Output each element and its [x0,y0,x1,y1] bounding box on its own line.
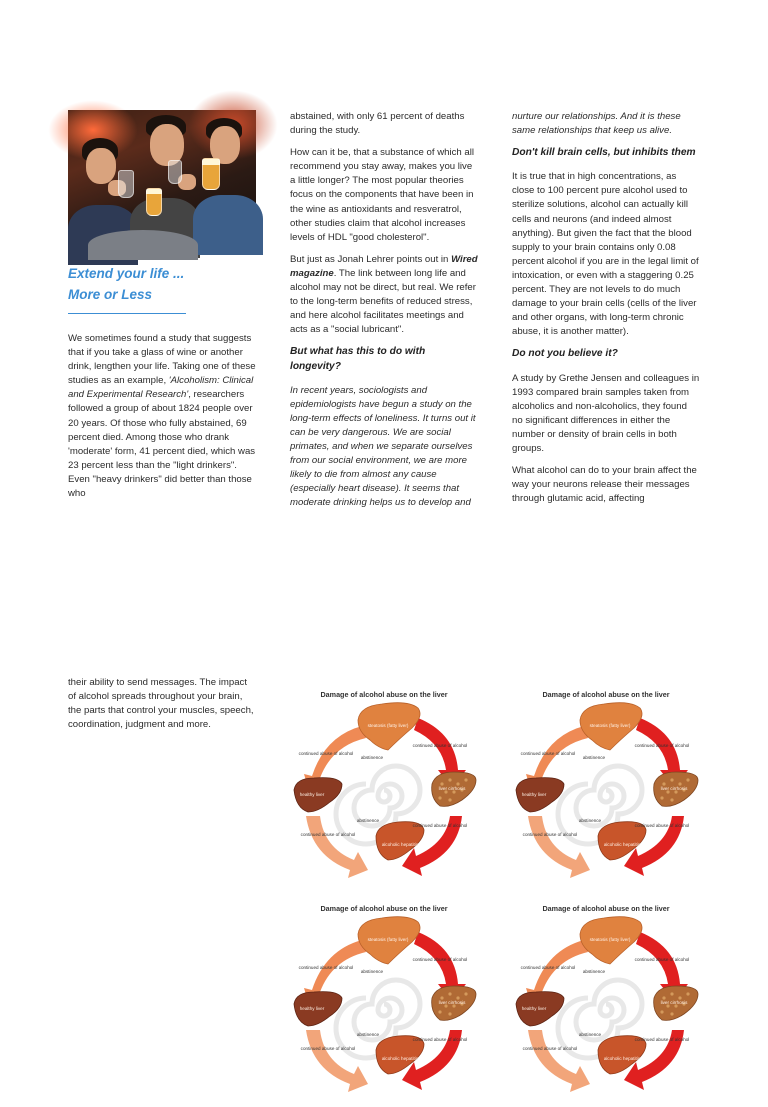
text: . The link between long life and alcohol may not be direct, but real. We refer to the long-term benefits of reduced stress, and here alcohol facilitates meetings and acts as a "social lubricant". [290,267,476,336]
label-hepatitis: alcoholic hepatitis [381,1056,419,1061]
label-healthy-liver: healthy liver [299,792,325,797]
label-continued-abuse: continued abuse of alcohol [634,1037,690,1042]
label-abstinence: abstinence [578,1032,602,1037]
label-cirrhosis: liver cirrhosis [660,786,688,791]
paragraph [290,253,478,338]
label-abstinence: abstinence [582,969,606,974]
label-continued-abuse: continued abuse of alcohol [520,751,576,756]
title-line-1: Extend your life ... [68,266,185,281]
label-continued-abuse: continued abuse of alcohol [300,832,356,837]
label-abstinence: abstinence [356,1032,380,1037]
wired-magazine-reference: Wired magazine [290,253,478,279]
paragraph: nurture our relationships. And it is these same relationships that keep us alive. [512,111,681,137]
column-1 [68,110,256,509]
study-source: 'Alcoholism: Clinical and Experimental Research' [68,375,254,401]
label-continued-abuse: continued abuse of alcohol [520,965,576,970]
label-abstinence: abstinence [356,818,380,823]
article-title [68,263,256,305]
label-abstinence: abstinence [360,755,384,760]
liver-damage-diagram [290,688,478,893]
label-abstinence: abstinence [360,969,384,974]
liver-damage-diagram [512,902,700,1061]
section-heading: But what has this to do with longevity? [290,346,426,372]
section-heading: Do not you believe it? [512,348,618,360]
label-abstinence: abstinence [582,755,606,760]
text: , researchers followed a group of about 1824 people over 20 years. Of those who fully abstained, 69 percent died. Among those who drank 'moderate' form, 41 percent died, which was 23 percent less than the "light drinkers". Even "heavy drinkers" did better than those who [68,389,256,500]
title-divider [68,313,186,314]
label-hepatitis: alcoholic hepatitis [381,842,419,847]
text: But just as Jonah Lehrer points out in [290,253,452,265]
diagram-title: Damage of alcohol abuse on the liver [320,904,448,913]
column-2 [290,110,478,518]
label-continued-abuse: continued abuse of alcohol [634,957,690,962]
section-heading: Don't kill brain cells, but inhibits them [512,147,696,159]
label-abstinence: abstinence [578,818,602,823]
liver-damage-diagram [512,688,700,893]
paragraph: abstained, with only 61 percent of deaths during the study. [290,111,465,137]
diagram-title: Damage of alcohol abuse on the liver [542,904,670,913]
label-continued-abuse: continued abuse of alcohol [522,832,578,837]
paragraph: What alcohol can do to your brain affect the way your neurons release their messages through glutamic acid, affecting [512,465,697,505]
label-continued-abuse: continued abuse of alcohol [634,823,690,828]
label-healthy-liver: healthy liver [521,1006,547,1011]
label-hepatitis: alcoholic hepatitis [603,842,641,847]
diagram-title: Damage of alcohol abuse on the liver [542,690,670,699]
paragraph: How can it be, that a substance of which all recommend you stay away, makes you live a little longer? The most popular theories focus on the components that have been in the wine as antioxidants and resveratrol, other studies claim that alcohol increases levels of HDL "good cholesterol". [290,147,474,243]
paragraph: A study by Grethe Jensen and colleagues in 1993 compared brain samples taken from alcoholics and non-alcoholics, they found no significant differences in either the number or density of brain cells in both groups. [512,372,700,454]
label-cirrhosis: liver cirrhosis [438,1000,466,1005]
label-hepatitis: alcoholic hepatitis [603,1056,641,1061]
label-continued-abuse: continued abuse of alcohol [412,743,468,748]
liver-damage-diagram [290,902,478,1061]
label-continued-abuse: continued abuse of alcohol [412,957,468,962]
column-1-continued [68,676,256,740]
label-continued-abuse: continued abuse of alcohol [298,751,354,756]
people-toasting-photo [68,110,256,251]
label-fatty-liver: steatosis (fatty liver) [589,937,631,942]
label-continued-abuse: continued abuse of alcohol [412,1037,468,1042]
paragraph [68,332,256,501]
text: We sometimes found a study that suggests that if you take a glass of wine or another drink, lengthen your life. Taking one of these studies as an example, [68,333,256,387]
label-fatty-liver: steatosis (fatty liver) [367,937,409,942]
label-continued-abuse: continued abuse of alcohol [298,965,354,970]
column-3 [512,110,700,514]
label-cirrhosis: liver cirrhosis [660,1000,688,1005]
label-cirrhosis: liver cirrhosis [438,786,466,791]
label-fatty-liver: steatosis (fatty liver) [367,723,409,728]
paragraph: In recent years, sociologists and epidemiologists have begun a study on the long-term effects of loneliness. It turns out it can be very dangerous. We are social primates, and when we separate ourselves from our social environment, we are more likely to die from almost any cause (especially heart disease). It seems that moderate drinking helps us to develop and [290,384,476,509]
paragraph: their ability to send messages. The impact of alcohol spreads throughout your brain, the parts that control your muscles, speech, coordination, judgment and more. [68,677,254,731]
label-healthy-liver: healthy liver [521,792,547,797]
label-continued-abuse: continued abuse of alcohol [522,1046,578,1051]
label-continued-abuse: continued abuse of alcohol [634,743,690,748]
label-fatty-liver: steatosis (fatty liver) [589,723,631,728]
label-continued-abuse: continued abuse of alcohol [412,823,468,828]
label-healthy-liver: healthy liver [299,1006,325,1011]
diagram-title: Damage of alcohol abuse on the liver [320,690,448,699]
title-line-2: More or Less [68,287,153,302]
paragraph: It is true that in high concentrations, as close to 100 percent pure alcohol used to sterilize solutions, alcohol can actually kill cells and neurons (and indeed almost anything). But given the fact that the blood supply to your brain contains only 0.08 percent alcohol if you are in the legal limit of intoxication, or even with a staggering 0.25 percent. They are not levels to do much damage to your brain cells (cells of the liver and other organs, with long-term chronic abuse, it is another matter). [512,171,699,338]
label-continued-abuse: continued abuse of alcohol [300,1046,356,1051]
